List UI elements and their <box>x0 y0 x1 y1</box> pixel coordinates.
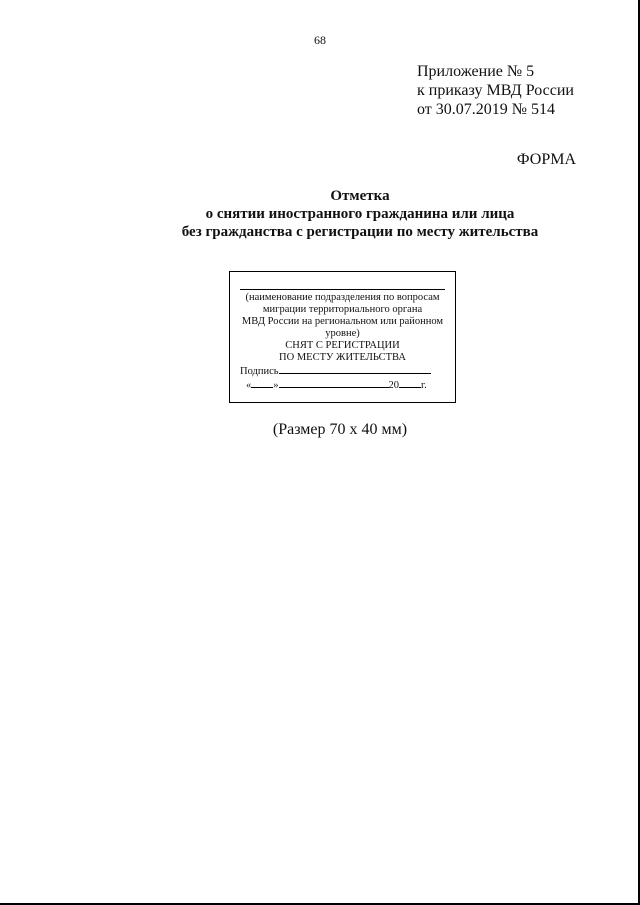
stamp-content <box>240 289 445 392</box>
year-suffix: г. <box>421 380 427 391</box>
stamp-caption-1: (наименование подразделения по вопросам <box>245 292 440 303</box>
signature-label: Подпись <box>240 366 279 377</box>
appendix-line-1: Приложение № 5 <box>417 63 535 80</box>
document-title <box>0 187 640 241</box>
stamp-caption-3: МВД России на региональном или районном <box>241 316 444 327</box>
signature-line <box>279 364 431 374</box>
page-number: 68 <box>314 33 326 47</box>
title-line-1: Отметка <box>330 188 390 204</box>
signature-row <box>240 364 445 378</box>
stamp-status-1: СНЯТ С РЕГИСТРАЦИИ <box>285 340 400 351</box>
appendix-reference <box>417 62 574 119</box>
form-label: ФОРМА <box>516 151 576 168</box>
title-line-2: о снятии иностранного гражданина или лица <box>205 206 515 222</box>
title-line-3: без гражданства с регистрации по месту жительства <box>181 224 539 240</box>
stamp-box <box>229 271 456 403</box>
stamp-caption-2: миграции территориального органа <box>262 304 423 315</box>
year-prefix: 20 <box>388 380 399 391</box>
stamp-status-2: ПО МЕСТУ ЖИТЕЛЬСТВА <box>279 352 406 363</box>
appendix-line-2: к приказу МВД России <box>417 82 574 99</box>
date-close-quote: » <box>273 380 279 391</box>
appendix-line-3: от 30.07.2019 № 514 <box>417 101 556 118</box>
year-line <box>399 378 421 388</box>
size-note: (Размер 70 х 40 мм) <box>272 421 408 438</box>
department-name-line <box>240 289 445 290</box>
date-open-quote: « <box>246 380 252 391</box>
day-line <box>251 378 273 388</box>
month-line <box>279 378 389 388</box>
stamp-caption-4: уровне) <box>325 328 360 339</box>
date-row <box>240 378 445 392</box>
